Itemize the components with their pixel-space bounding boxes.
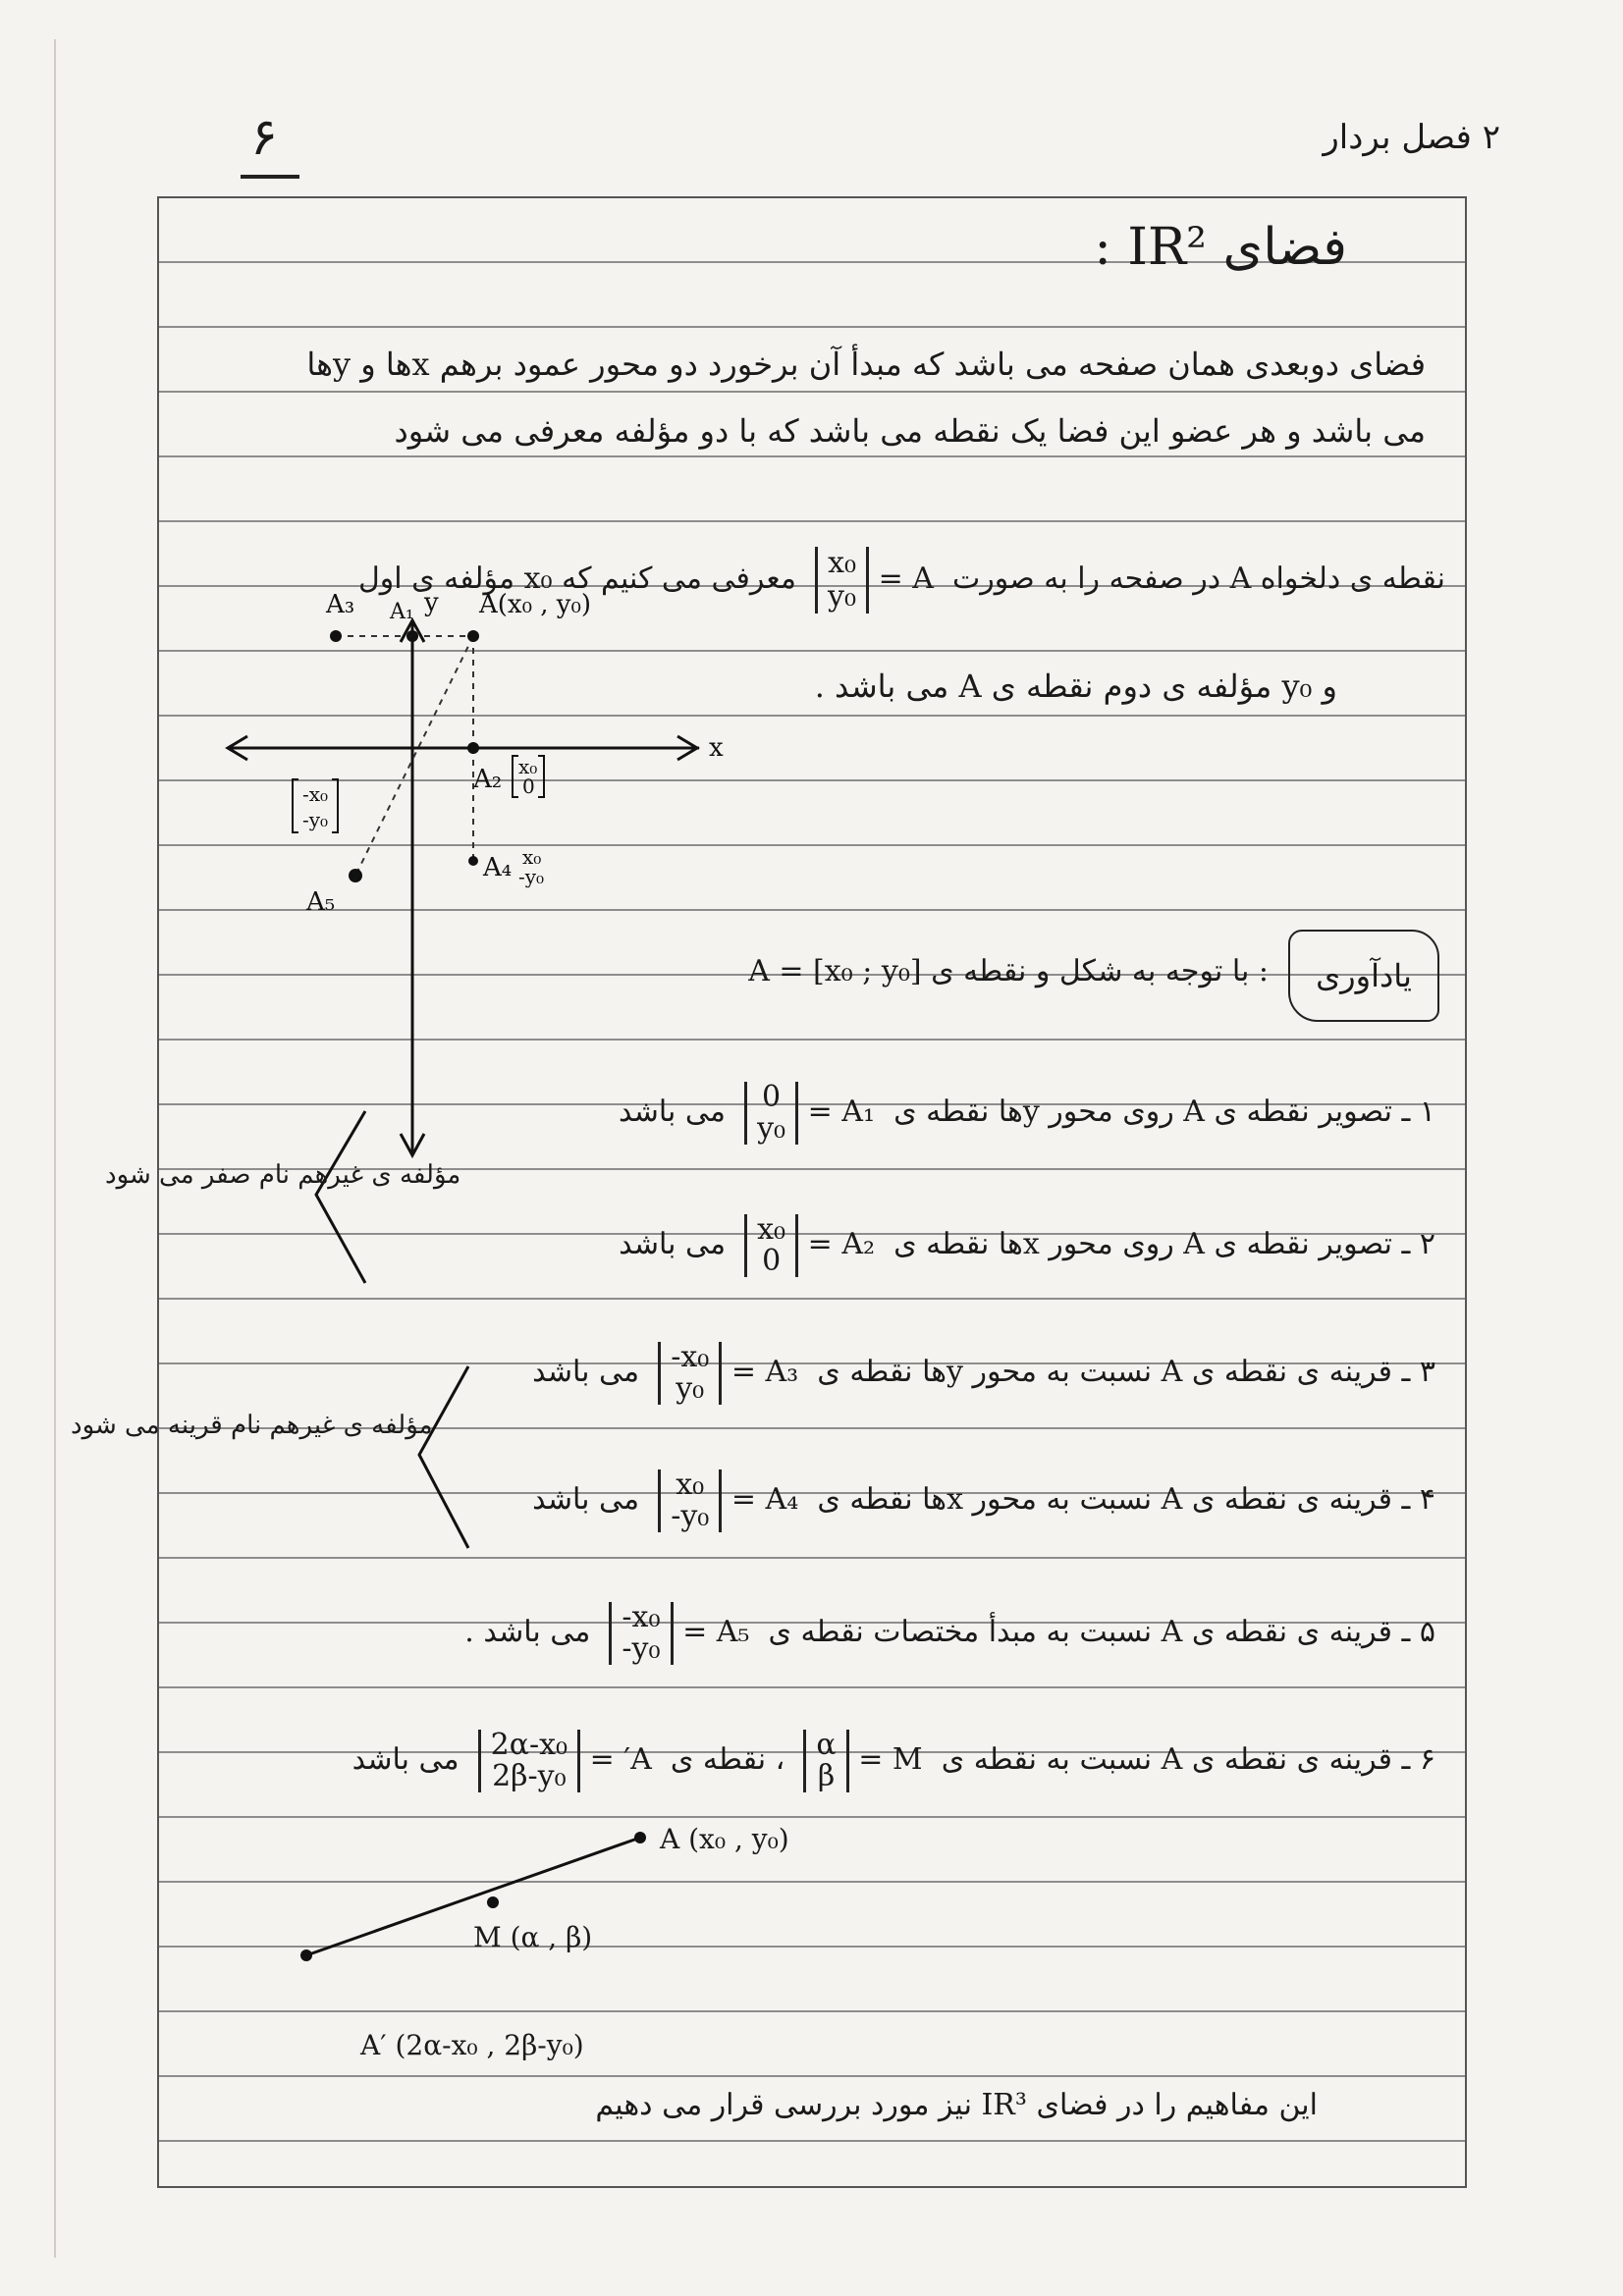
section-title: فضای IR² : xyxy=(1094,218,1347,277)
point-A1 xyxy=(406,630,418,642)
label-A2-matrix-bottom: 0 xyxy=(522,774,535,798)
label-A4: A₄ xyxy=(483,853,513,882)
point-M xyxy=(487,1896,499,1908)
point-A2 xyxy=(467,742,479,754)
point-definition-line-2: و y₀ مؤلفه ی دوم نقطه ی A می باشد . xyxy=(814,667,1337,705)
page-edge xyxy=(54,39,56,2258)
matrix-A1: 0 y₀ xyxy=(744,1082,798,1145)
A5-bracket-left xyxy=(293,779,298,832)
label-A4-matrix-bottom: -y₀ xyxy=(518,865,545,888)
matrix-A3: -x₀ y₀ xyxy=(658,1342,722,1405)
point-matrix: x₀ y₀ xyxy=(815,547,869,614)
point-A5 xyxy=(349,869,362,882)
matrix-M: α β xyxy=(803,1730,848,1792)
label-A2-matrix-top: x₀ xyxy=(518,755,538,778)
page-number: ۶ xyxy=(250,108,278,167)
point-A-prime xyxy=(300,1949,312,1961)
intro-line-1: فضای دوبعدی همان صفحه می باشد که مبدأ آن برخورد دو محور عمود برهم xها و yها xyxy=(306,346,1426,383)
reminder-text: : با توجه به شکل و نقطه ی A = [x₀ ; y₀] xyxy=(748,954,1269,988)
list-item-6: ۶ ـ قرینه ی نقطه ی A نسبت به نقطه ی M = α β ، نقطه ی A′ = 2α-x₀ 2β-y₀ می باشد xyxy=(352,1728,1435,1793)
label-segment-M: M (α , β) xyxy=(473,1921,593,1953)
point-A xyxy=(467,630,479,642)
label-A2: A₂ xyxy=(473,765,503,794)
label-A: A(x₀ , y₀) xyxy=(479,591,592,619)
brace-note-symmetry: مؤلفه ی غیرهم نام قرینه می شود xyxy=(71,1411,433,1440)
list-item-4: ۴ ـ قرینه ی نقطه ی A نسبت به محور xها نقطه ی A₄ = x₀ -y₀ می باشد xyxy=(532,1468,1435,1533)
lined-sheet xyxy=(71,196,1467,2188)
point-A-end xyxy=(634,1832,646,1843)
intro-line-2: می باشد و هر عضو این فضا یک نقطه می باشد که با دو مؤلفه معرفی می شود xyxy=(394,412,1426,450)
brace-projection xyxy=(297,1101,375,1298)
label-A3: A₃ xyxy=(326,591,355,619)
label-A4-matrix-top: x₀ xyxy=(522,845,542,869)
guide-A-to-A5 xyxy=(355,636,473,876)
A2-bracket-right xyxy=(538,756,544,797)
matrix-A5: -x₀ -y₀ xyxy=(609,1602,673,1665)
label-A5-matrix-top: -x₀ xyxy=(302,782,329,806)
list-item-1: ۱ ـ تصویر نقطه ی A روی محور yها نقطه ی A₁ = 0 y₀ می باشد xyxy=(619,1080,1435,1146)
label-segment-A-prime: A′ (2α-x₀ , 2β-y₀) xyxy=(360,2029,584,2061)
point-definition-line-1: نقطه ی دلخواه A در صفحه را به صورت A = x₀ y₀ معرفی می کنیم که x₀ مؤلفه ی اول xyxy=(357,546,1445,614)
list-item-5: ۵ ـ قرینه ی نقطه ی A نسبت به مبدأ مختصات نقطه ی A₅ = -x₀ -y₀ می باشد . xyxy=(464,1600,1435,1666)
matrix-A4: x₀ -y₀ xyxy=(658,1469,722,1532)
label-A5: A₅ xyxy=(306,887,336,917)
point-A3 xyxy=(330,630,342,642)
reminder-box: یادآوری xyxy=(1288,930,1439,1022)
matrix-A-prime: 2α-x₀ 2β-y₀ xyxy=(478,1730,580,1792)
matrix-A2: x₀ 0 xyxy=(744,1214,798,1277)
point-A4 xyxy=(468,856,478,866)
label-A1: A₁ xyxy=(390,600,414,624)
list-item-2: ۲ ـ تصویر نقطه ی A روی محور xها نقطه ی A₂ = x₀ 0 می باشد xyxy=(619,1212,1435,1278)
point-definition-end: معرفی می کنیم که x₀ مؤلفه ی اول xyxy=(357,561,796,596)
brace-note-projection: مؤلفه ی غیرهم نام صفر می شود xyxy=(105,1160,461,1190)
final-note: این مفاهیم را در فضای IR³ نیز مورد بررسی قرار می دهیم xyxy=(595,2088,1318,2122)
y-axis-label: y xyxy=(424,591,439,617)
brace-symmetry xyxy=(400,1357,478,1563)
x-axis-label: x xyxy=(709,733,724,763)
A5-bracket-right xyxy=(332,779,338,832)
label-A5-matrix-bottom: -y₀ xyxy=(302,808,329,831)
chapter-heading: ۲ فصل بردار xyxy=(1323,118,1500,157)
point-definition-text: نقطه ی دلخواه A در صفحه را به صورت xyxy=(952,561,1445,596)
list-item-3: ۳ ـ قرینه ی نقطه ی A نسبت به محور yها نقطه ی A₃ = -x₀ y₀ می باشد xyxy=(532,1340,1435,1406)
page-number-underline xyxy=(241,175,299,179)
label-segment-A: A (x₀ , y₀) xyxy=(660,1823,789,1855)
